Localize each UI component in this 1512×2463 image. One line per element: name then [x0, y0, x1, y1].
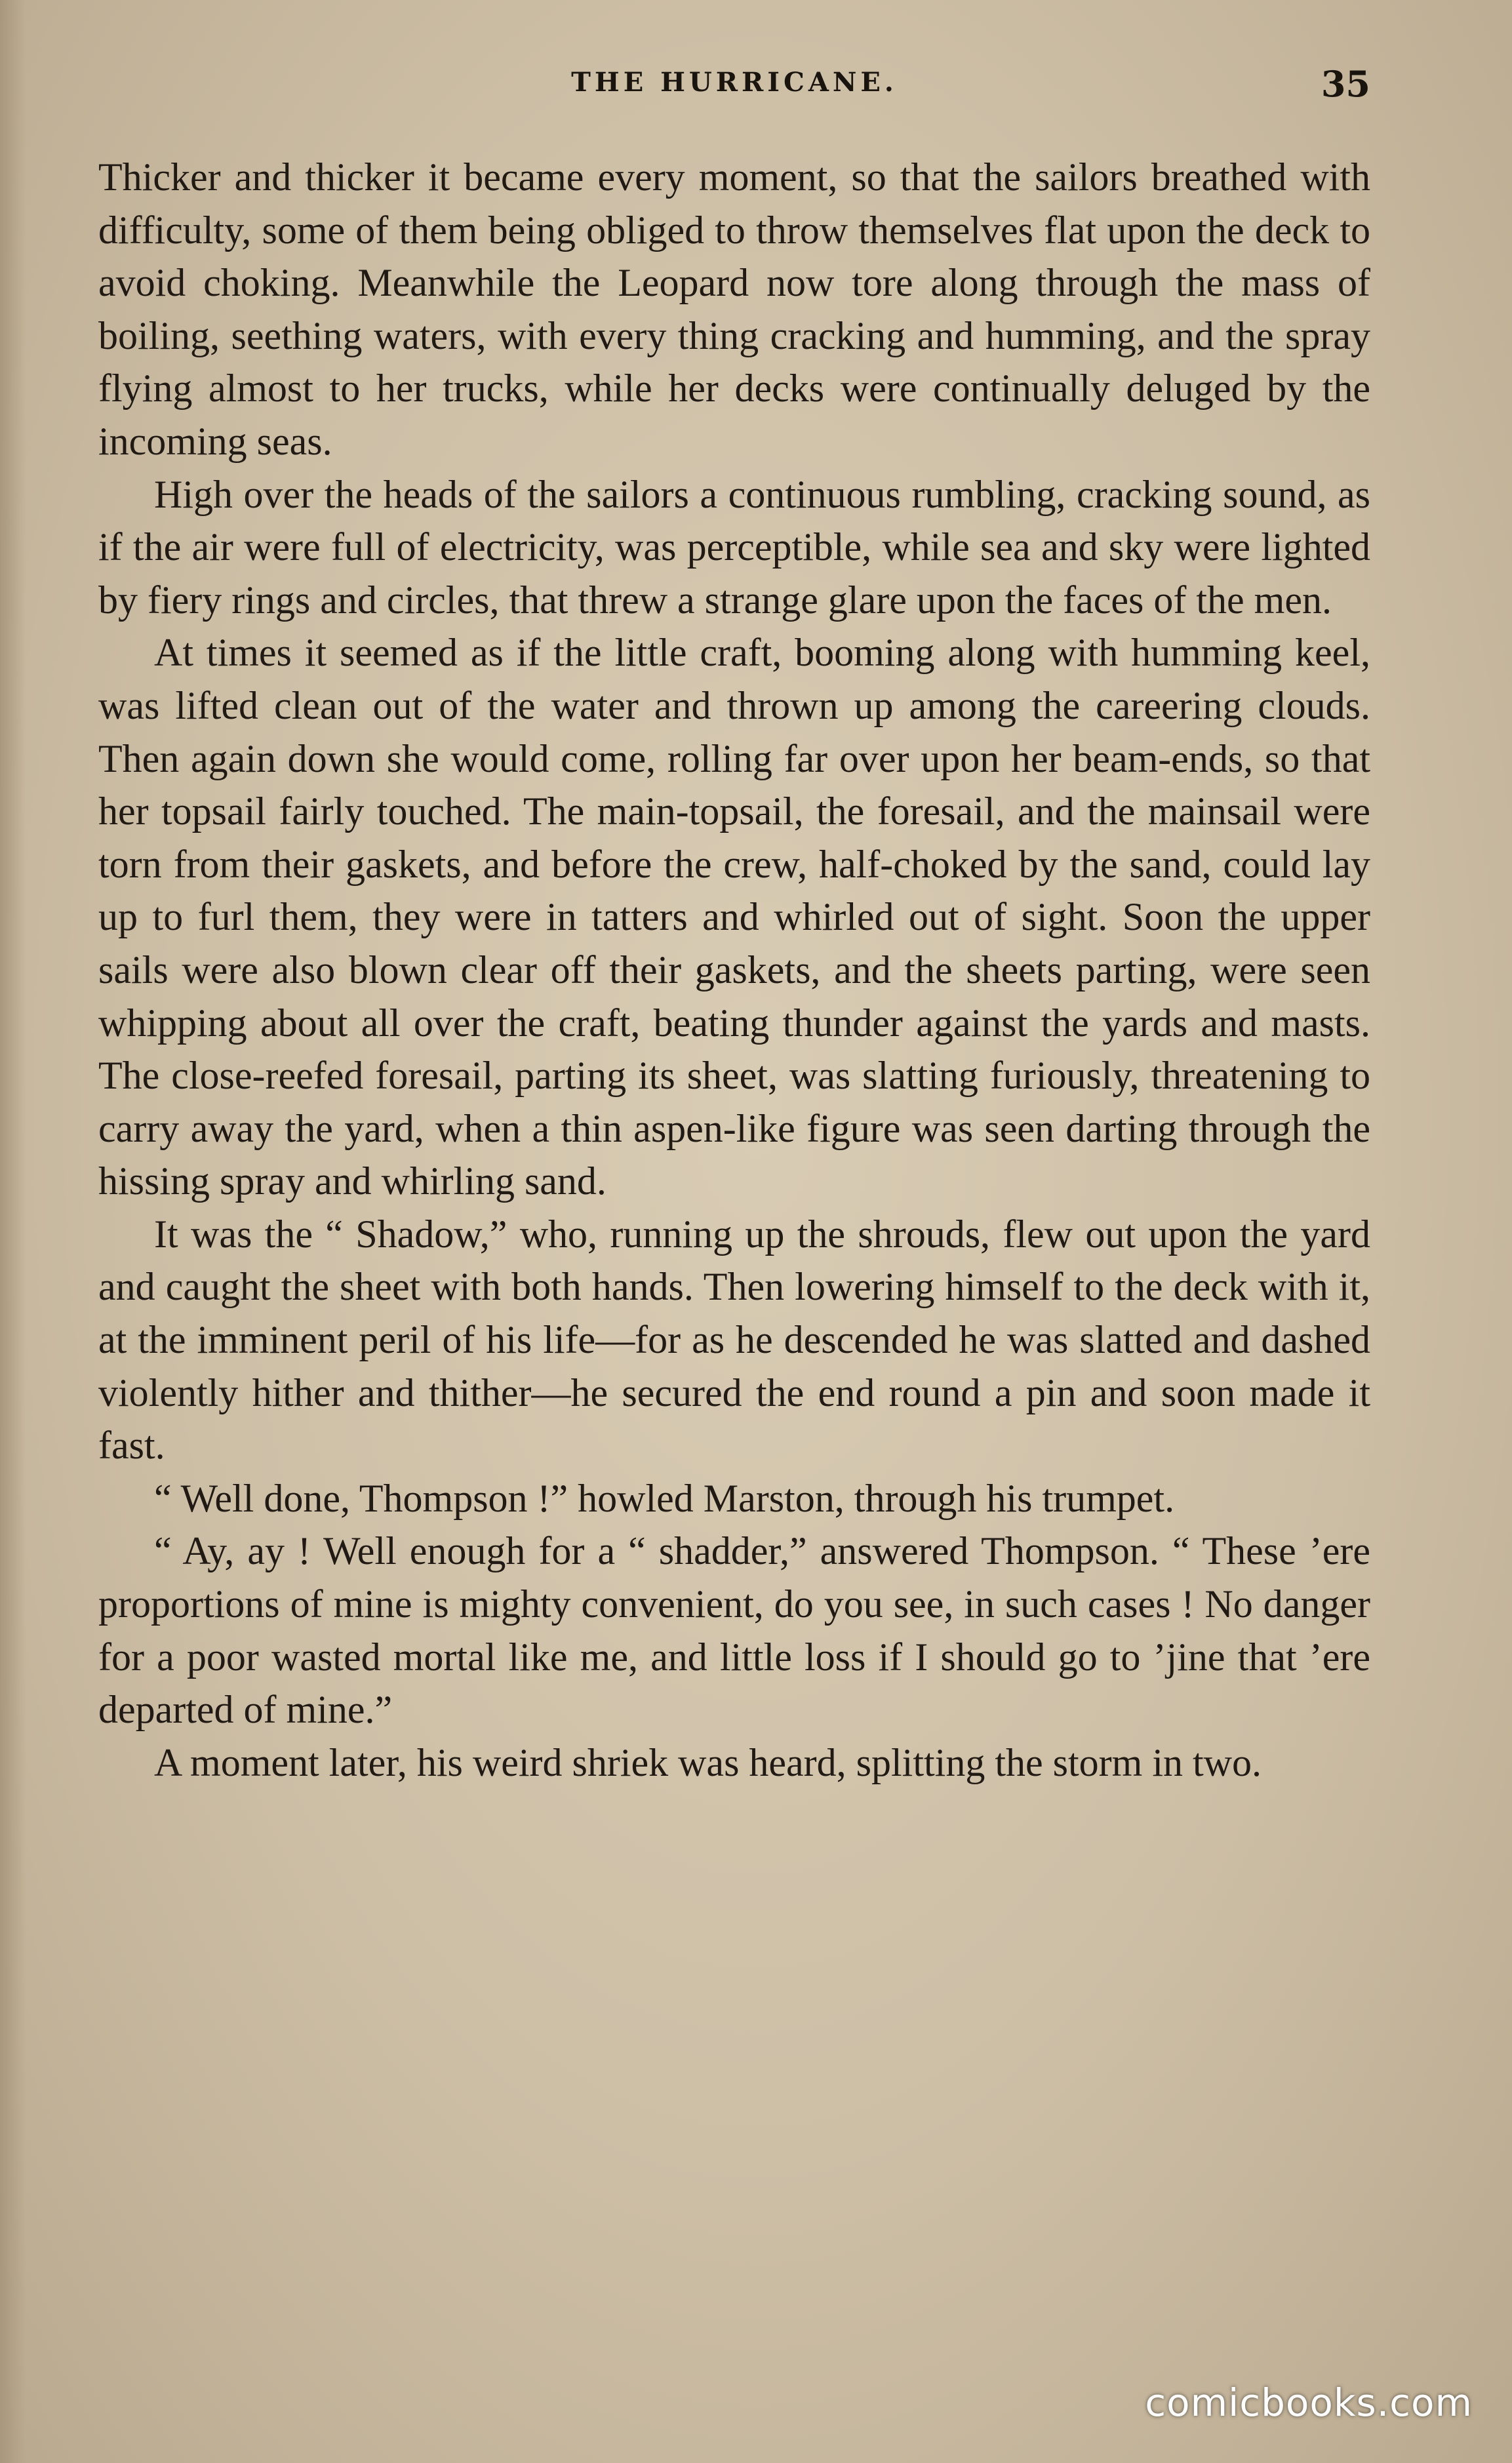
paragraph-2: High over the heads of the sailors a continuous rumbling, cracking sound, as if the air were full of electricity, was perceptible, while sea and sky were lighted by fiery rings and circles, that threw a strange glare upon the faces of the men. — [98, 472, 1370, 622]
paragraph-7: A moment later, his weird shriek was heard, splitting the storm in two. — [154, 1740, 1262, 1784]
body-text — [98, 151, 1370, 1789]
paragraph-6: “ Ay, ay ! Well enough for a “ shadder,” answered Thompson. “ These ’ere proportions of mine is mighty convenient, do you see, in such cases ! No danger for a poor wasted mortal like me, and little loss if I should go to ’jine that ’ere departed of mine.” — [98, 1529, 1370, 1732]
page-edge-shadow — [0, 0, 26, 2463]
paragraph-1: Thicker and thicker it became every moment, so that the sailors breathed with difficulty, some of them being obliged to throw themselves flat upon the deck to avoid choking. Meanwhile the Leopard now tore along through the mass of boiling, seething waters, with every thing cracking and humming, and the spray flying almost to her trucks, while her decks were continually deluged by the incoming seas. — [98, 155, 1370, 463]
running-title: THE HURRICANE. — [571, 67, 898, 98]
paragraph-5: “ Well done, Thompson !” howled Marston, through his trumpet. — [154, 1476, 1175, 1520]
page-number: 35 — [1321, 63, 1370, 105]
paragraph-3: At times it seemed as if the little craft, booming along with humming keel, was lifted clean out of the water and thrown up among the careering clouds. Then again down she would come, rolling far over upon her beam-ends, so that her topsail fairly touched. The main-topsail, the foresail, and the mainsail were torn from their gaskets, and before the crew, half-choked by the sand, could lay up to furl them, they were in tatters and whirled out of sight. Soon the upper sails were also blown clear off their gaskets, and the sheets parting, were seen whipping about all over the craft, beating thunder against the yards and masts. The close-reefed foresail, parting its sheet, was slatting furiously, threatening to carry away the yard, when a thin aspen-like figure was seen darting through the hissing spray and whirling sand. — [98, 631, 1370, 1203]
running-header — [98, 63, 1370, 119]
site-watermark: comicbooks.com — [1145, 2380, 1473, 2425]
paragraph-4: It was the “ Shadow,” who, running up the shrouds, flew out upon the yard and caught the sheet with both hands. Then lowering himself to the deck with it, at the imminent peril of his life—for as he descended he was slatted and dashed violently hither and thither—he secured the end round a pin and soon made it fast. — [98, 1212, 1370, 1468]
